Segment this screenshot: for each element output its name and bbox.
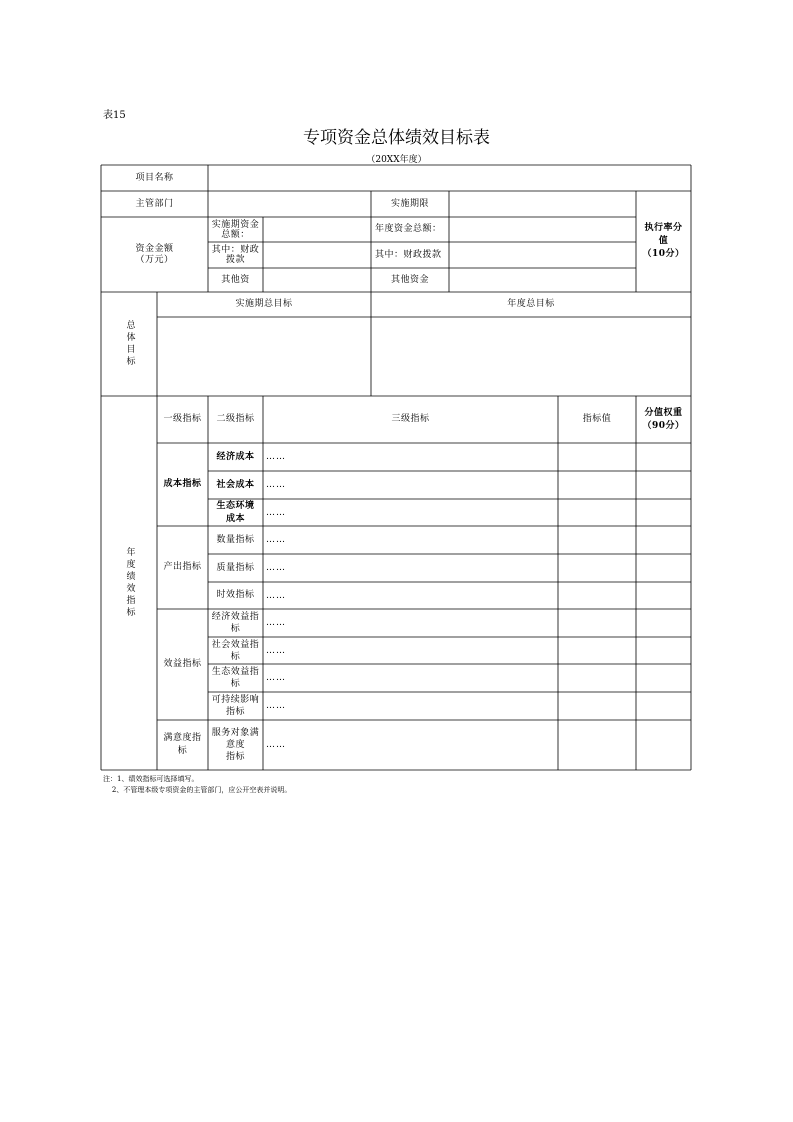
economic-cost-row: 经济成本 xyxy=(216,451,255,462)
eco-cost-row: 生态环境 成本 xyxy=(216,500,255,524)
period-label: 实施期限 xyxy=(390,198,429,209)
level3-placeholder: …… xyxy=(266,563,286,573)
level2-header: 二级指标 xyxy=(216,414,255,424)
level3-placeholder: …… xyxy=(266,740,286,750)
eco-benefit-row: 生态效益指 标 xyxy=(211,667,260,689)
page-title: 专项资金总体绩效目标表 xyxy=(303,128,490,148)
level3-placeholder: …… xyxy=(266,618,286,628)
level3-placeholder: …… xyxy=(266,480,286,490)
level3-placeholder: …… xyxy=(266,701,286,711)
exec-rate-label: 执行率分 值 （10分） xyxy=(642,223,685,259)
benefit-group: 效益指标 xyxy=(163,659,202,669)
level3-placeholder: …… xyxy=(266,591,286,601)
level3-header: 三级指标 xyxy=(391,414,430,424)
quantity-row: 数量指标 xyxy=(216,534,255,545)
level3-placeholder: …… xyxy=(266,673,286,683)
output-group: 产出指标 xyxy=(163,562,202,572)
timeliness-row: 时效指标 xyxy=(216,590,255,600)
level3-placeholder: …… xyxy=(266,452,286,462)
project-name-label: 项目名称 xyxy=(135,172,174,183)
satisfaction-group: 满意度指 标 xyxy=(163,733,202,756)
period-goal-label: 实施期总目标 xyxy=(235,299,293,309)
service-satisfaction-row: 服务对象满 意度 指标 xyxy=(211,728,260,762)
annual-indicator-label: 年度绩效指标 xyxy=(124,547,135,619)
level3-placeholder: …… xyxy=(266,508,286,518)
annual-fiscal-label: 其中：财政拨款 xyxy=(375,249,442,260)
fiscal-label: 其中：财政 拨款 xyxy=(211,245,260,265)
footnotes xyxy=(103,774,291,796)
footnote-2: 2、不管理本级专项资金的主管部门，应公开空表并说明。 xyxy=(103,786,292,794)
social-cost-row: 社会成本 xyxy=(216,479,255,490)
funds-label: 资金金额 （万元） xyxy=(135,243,174,265)
other-funds-label-b: 其他资金 xyxy=(390,274,429,285)
quality-row: 质量指标 xyxy=(216,562,255,573)
cost-group: 成本指标 xyxy=(163,479,202,489)
economic-benefit-row: 经济效益指 标 xyxy=(211,612,260,634)
total-funds-label: 实施期资金 总额： xyxy=(211,219,260,240)
sustain-row: 可持续影响 指标 xyxy=(211,695,260,717)
annual-goal-label: 年度总目标 xyxy=(507,299,555,309)
level3-placeholder: …… xyxy=(266,535,286,545)
dept-label: 主管部门 xyxy=(135,198,174,209)
value-header: 指标值 xyxy=(582,414,612,424)
table-number: 表15 xyxy=(103,110,126,121)
page-subtitle: （20XX年度） xyxy=(366,155,427,165)
social-benefit-row: 社会效益指 标 xyxy=(211,639,260,662)
footnote-1: 注：1、绩效指标可选择填写。 xyxy=(103,775,199,783)
level1-header: 一级指标 xyxy=(163,414,202,424)
overall-goal-label: 总体目标 xyxy=(124,320,135,368)
level3-placeholder: …… xyxy=(266,646,286,656)
annual-total-label: 年度资金总额： xyxy=(375,224,442,234)
weight-header: 分值权重 （90分） xyxy=(642,407,685,431)
other-funds-label-a: 其他资 xyxy=(221,274,250,285)
